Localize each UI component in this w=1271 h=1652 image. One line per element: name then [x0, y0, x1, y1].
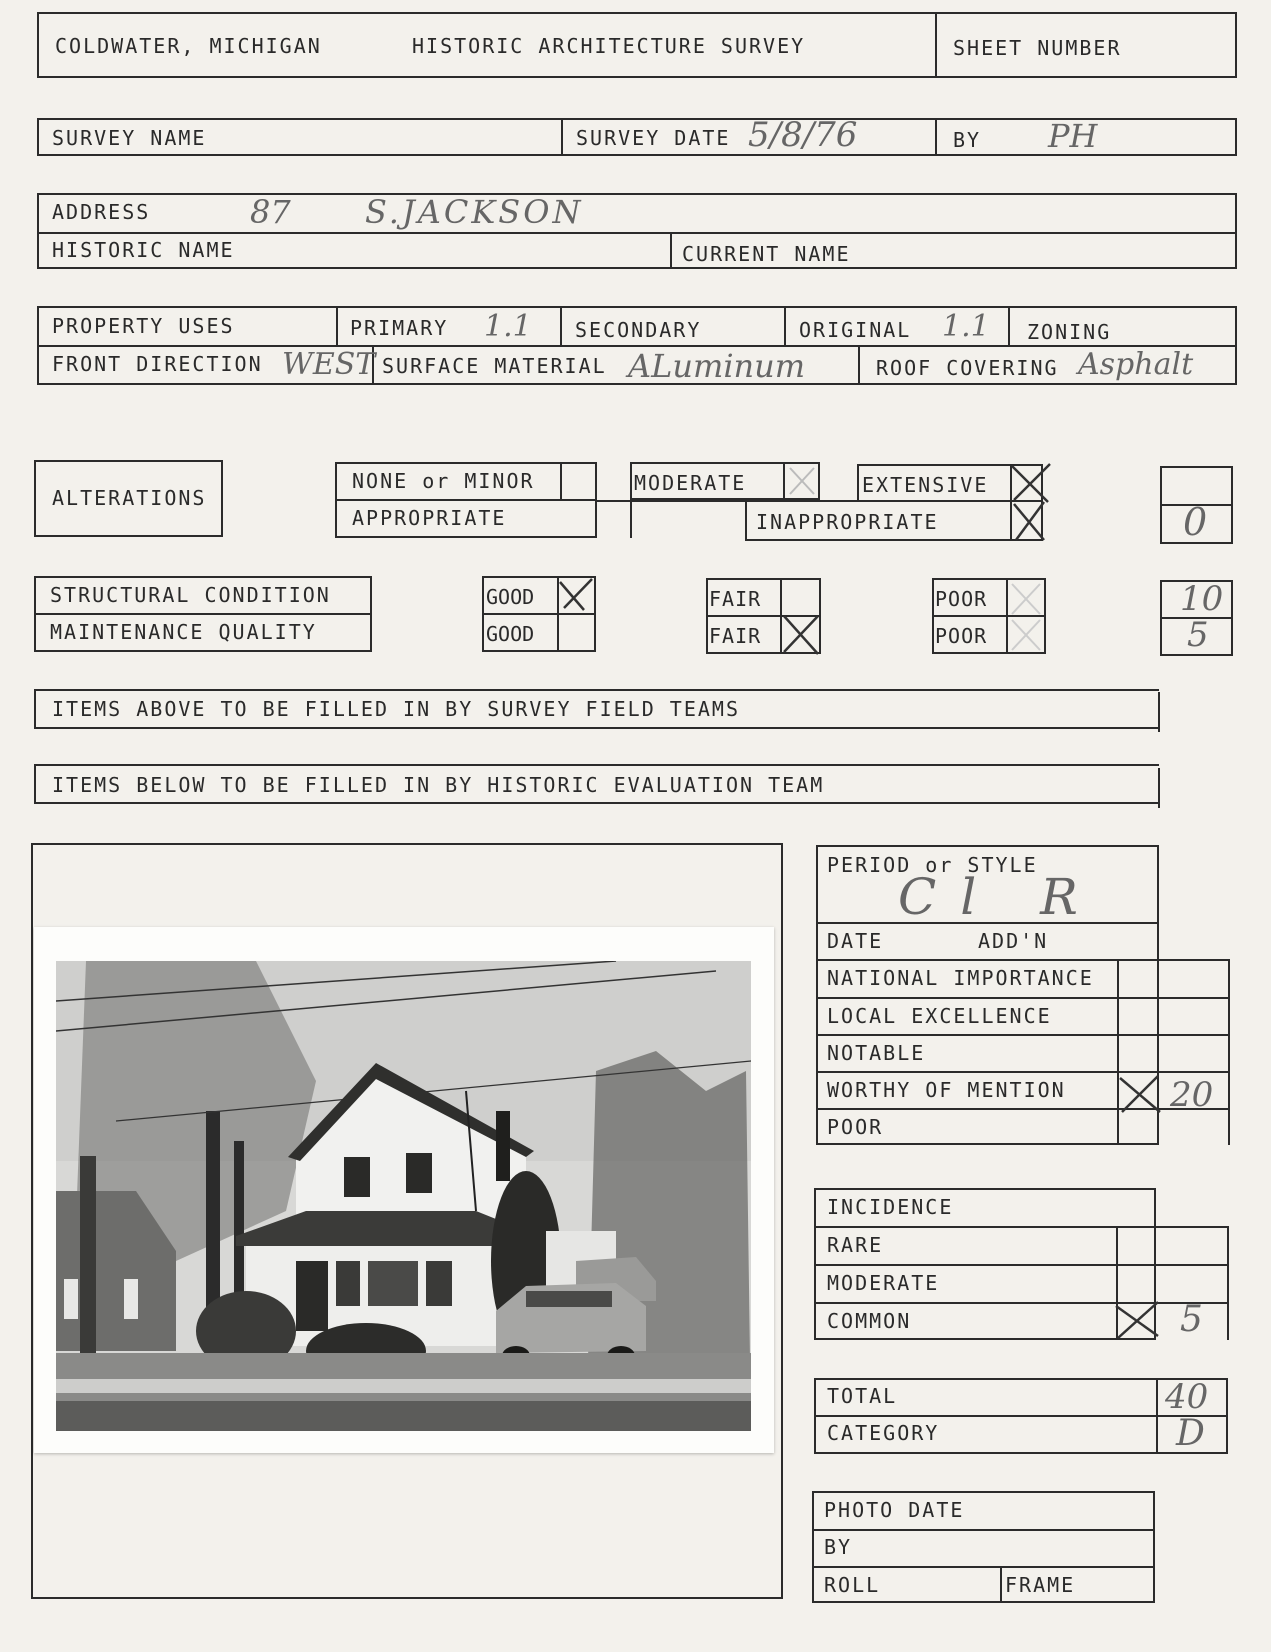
city-label: COLDWATER, MICHIGAN	[55, 34, 322, 58]
form-title: HISTORIC ARCHITECTURE SURVEY	[412, 34, 806, 58]
divider	[336, 306, 338, 346]
primary-label: PRIMARY	[350, 316, 449, 340]
date-label: DATE	[827, 929, 884, 953]
by-label: BY	[953, 128, 982, 152]
surface-material-value: ALuminum	[628, 347, 806, 385]
none-minor-label: NONE or MINOR	[352, 469, 535, 493]
address-label: ADDRESS	[52, 200, 151, 224]
extensive-label: EXTENSIVE	[862, 473, 989, 497]
house-photograph	[34, 927, 774, 1453]
divider	[935, 118, 937, 156]
divider	[1156, 1378, 1158, 1454]
zoning-label: ZONING	[1027, 320, 1112, 344]
category-value: D	[1176, 1413, 1205, 1454]
divider	[1228, 959, 1230, 1145]
current-name-label: CURRENT NAME	[682, 242, 851, 266]
photo-date-label: PHOTO DATE	[824, 1498, 965, 1522]
maintenance-score: 5	[1187, 615, 1209, 655]
worthy-of-mention-label: WORTHY OF MENTION	[827, 1078, 1066, 1102]
fair-maintenance-check-mark	[778, 612, 824, 658]
divider	[814, 1264, 1228, 1266]
notable-label: NOTABLE	[827, 1041, 926, 1065]
common-score: 5	[1180, 1299, 1203, 1340]
moderate-incidence-label: MODERATE	[827, 1271, 940, 1295]
total-value: 40	[1165, 1377, 1209, 1417]
divider	[816, 1034, 1228, 1036]
total-label: TOTAL	[827, 1384, 898, 1408]
divider	[1008, 306, 1010, 346]
divider	[1158, 692, 1160, 732]
rare-label: RARE	[827, 1233, 884, 1257]
original-label: ORIGINAL	[799, 318, 912, 342]
roof-covering-value: Asphalt	[1078, 347, 1194, 382]
divider	[816, 997, 1228, 999]
poor-maintenance-label: POOR	[935, 624, 988, 648]
worthy-score: 20	[1170, 1075, 1214, 1115]
address-street: S.JACKSON	[365, 193, 584, 231]
divider	[1000, 1566, 1002, 1603]
alterations-label: ALTERATIONS	[52, 486, 207, 510]
good-structural-label: GOOD	[486, 585, 535, 609]
survey-name-label: SURVEY NAME	[52, 126, 207, 150]
common-check-mark	[1112, 1298, 1164, 1342]
evaluation-team-note: ITEMS BELOW TO BE FILLED IN BY HISTORIC EVALUATION TEAM	[52, 773, 825, 797]
front-direction-label: FRONT DIRECTION	[52, 352, 263, 376]
survey-date-value: 5/8/76	[748, 115, 858, 155]
sheet-number-label: SHEET NUMBER	[953, 36, 1122, 60]
property-uses-label: PROPERTY USES	[52, 314, 235, 338]
divider	[783, 462, 785, 500]
incidence-label: INCIDENCE	[827, 1195, 954, 1219]
maintenance-quality-label: MAINTENANCE QUALITY	[50, 620, 317, 644]
divider	[814, 1226, 1228, 1228]
survey-date-label: SURVEY DATE	[576, 126, 731, 150]
roof-covering-label: ROOF COVERING	[876, 356, 1059, 380]
divider	[37, 232, 1237, 234]
category-label: CATEGORY	[827, 1421, 940, 1445]
good-structural-check-mark	[556, 576, 596, 614]
divider	[1158, 768, 1160, 808]
historic-name-label: HISTORIC NAME	[52, 238, 235, 262]
divider	[816, 959, 1228, 961]
frame-label: FRAME	[1005, 1573, 1076, 1597]
divider	[814, 1302, 1228, 1304]
poor-structural-label: POOR	[935, 587, 988, 611]
by-value: PH	[1048, 117, 1098, 155]
structural-score: 10	[1180, 579, 1224, 619]
appropriate-label: APPROPRIATE	[352, 506, 507, 530]
field-teams-note: ITEMS ABOVE TO BE FILLED IN BY SURVEY FIELD TEAMS	[52, 697, 741, 721]
period-style-value: Cl R	[898, 868, 1102, 926]
header-divider	[935, 12, 937, 78]
divider	[560, 306, 562, 346]
national-importance-label: NATIONAL IMPORTANCE	[827, 966, 1094, 990]
address-number: 87	[250, 193, 291, 231]
house-photo-image	[56, 961, 751, 1431]
structural-condition-label: STRUCTURAL CONDITION	[50, 583, 331, 607]
divider	[1117, 959, 1119, 1145]
poor-faint-marks	[1008, 580, 1044, 652]
divider	[630, 500, 632, 538]
fair-maintenance-label: FAIR	[709, 624, 762, 648]
divider	[1227, 1226, 1229, 1340]
alterations-score: 0	[1183, 500, 1208, 544]
divider	[812, 1529, 1155, 1531]
addn-label: ADD'N	[978, 929, 1049, 953]
divider	[561, 118, 563, 156]
photo-by-label: BY	[824, 1535, 853, 1559]
divider	[816, 1108, 1228, 1110]
local-excellence-label: LOCAL EXCELLENCE	[827, 1004, 1052, 1028]
worthy-check-mark	[1116, 1072, 1164, 1116]
poor-label: POOR	[827, 1115, 884, 1139]
divider	[858, 345, 860, 385]
divider	[597, 500, 745, 502]
surface-material-label: SURFACE MATERIAL	[382, 354, 607, 378]
common-label: COMMON	[827, 1309, 912, 1333]
inappropriate-label: INAPPROPRIATE	[756, 510, 939, 534]
secondary-label: SECONDARY	[575, 318, 702, 342]
divider	[34, 613, 372, 615]
good-maintenance-label: GOOD	[486, 622, 535, 646]
fair-structural-label: FAIR	[709, 587, 762, 611]
primary-value: 1.1	[484, 309, 532, 344]
divider	[812, 1566, 1155, 1568]
divider	[784, 306, 786, 346]
inappropriate-check-mark	[1010, 498, 1050, 544]
original-value: 1.1	[942, 309, 990, 344]
divider	[335, 499, 597, 501]
period-style-label: PERIOD or STYLE	[827, 853, 1038, 877]
divider	[816, 1071, 1228, 1073]
front-direction-value: WEST	[282, 347, 376, 382]
divider	[560, 462, 562, 499]
divider	[670, 232, 672, 269]
moderate-label: MODERATE	[634, 471, 747, 495]
moderate-check-mark	[787, 464, 817, 498]
roll-label: ROLL	[824, 1573, 881, 1597]
